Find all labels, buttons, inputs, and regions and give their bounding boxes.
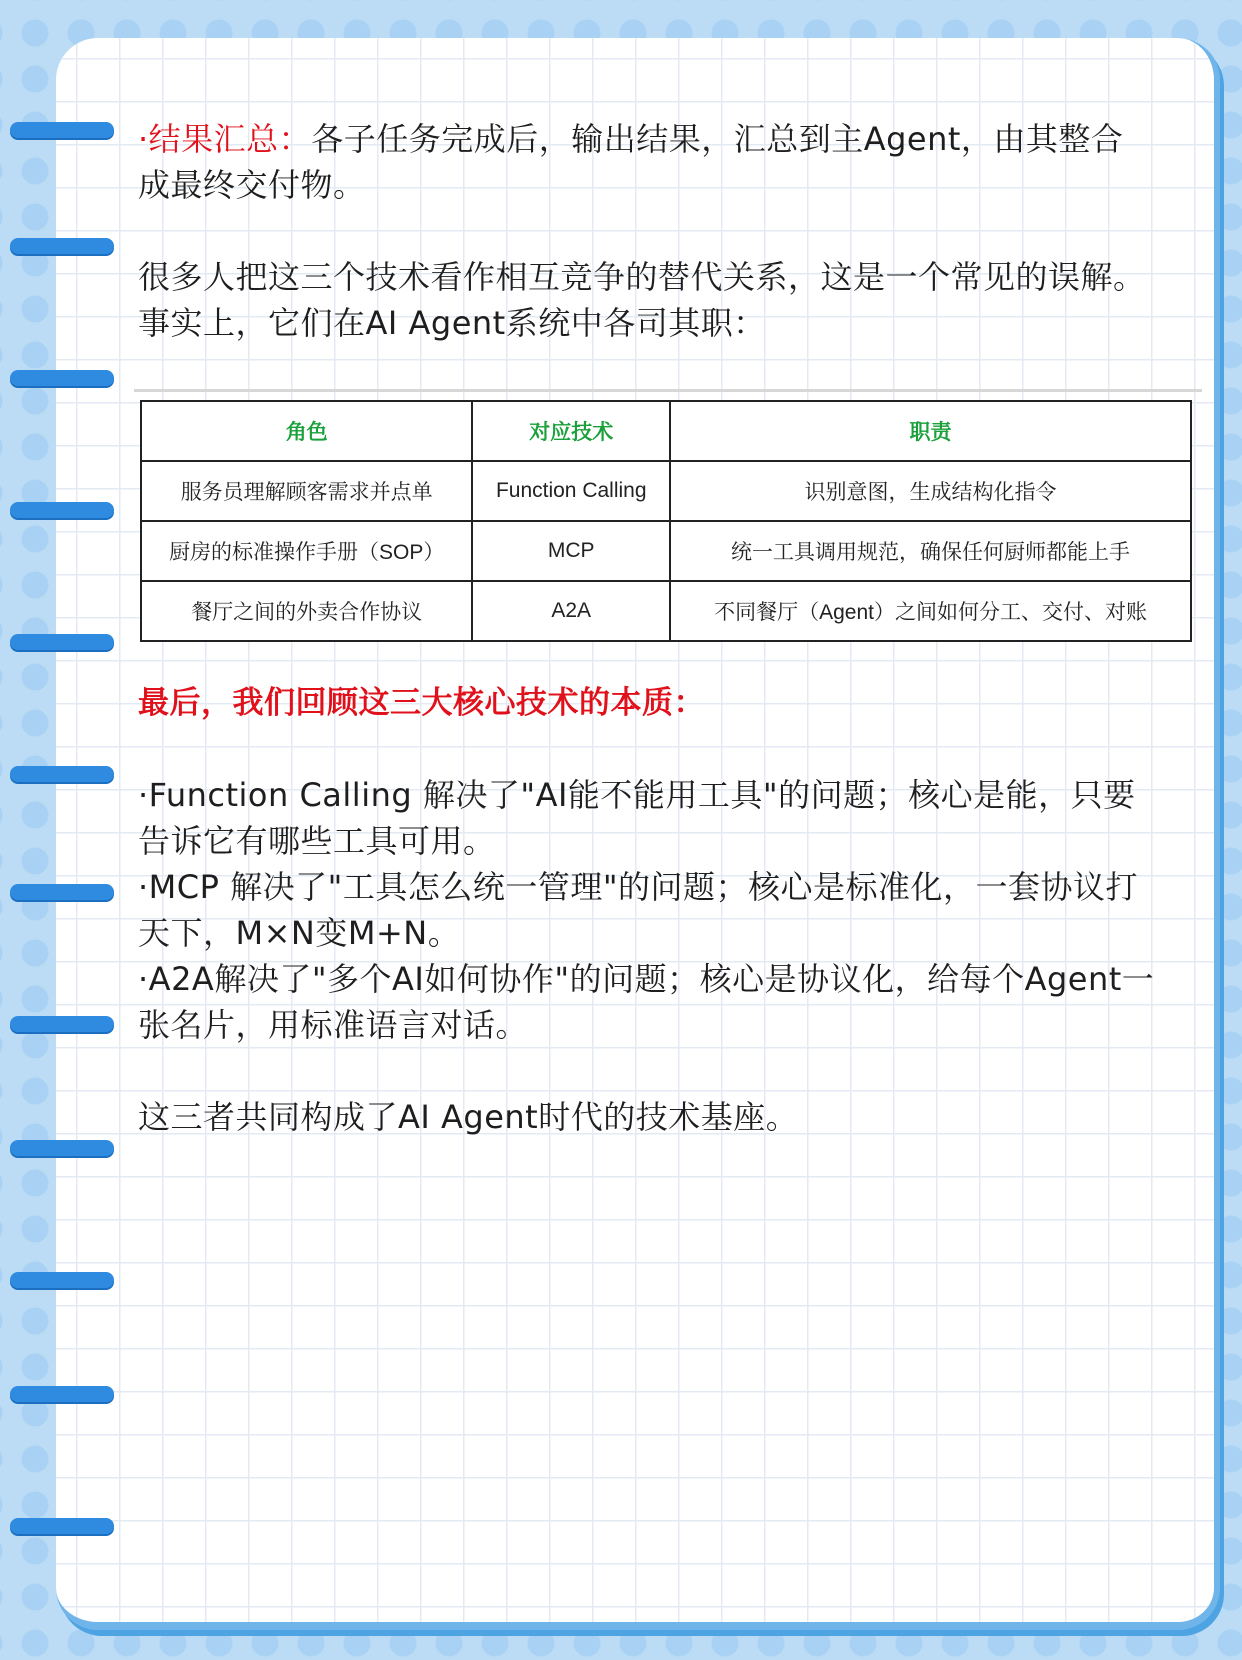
table-header-row — [141, 401, 1191, 461]
binder-ring — [10, 238, 114, 254]
table-row — [141, 461, 1191, 521]
table-cell: 识别意图，生成结构化指令 — [670, 461, 1191, 521]
table-cell: 厨房的标准操作手册（SOP） — [141, 521, 472, 581]
binder-ring — [10, 1016, 114, 1032]
result-summary-label: ·结果汇总： — [138, 120, 312, 158]
header-tech: 对应技术 — [472, 401, 670, 461]
table-cell: Function Calling — [472, 461, 670, 521]
closing-line: 这三者共同构成了AI Agent时代的技术基座。 — [138, 1098, 799, 1136]
table-row — [141, 581, 1191, 641]
binder-ring — [10, 766, 114, 782]
binder-ring — [10, 1518, 114, 1534]
fact-line: 事实上，它们在AI Agent系统中各司其职： — [138, 304, 766, 342]
bullet-function-calling-cont: 告诉它有哪些工具可用。 — [138, 822, 496, 860]
binder-ring — [10, 1140, 114, 1156]
roles-table — [140, 400, 1192, 642]
intro-text — [138, 116, 1206, 346]
binder-ring — [10, 634, 114, 650]
bullet-mcp-cont: 天下，M×N变M+N。 — [138, 914, 461, 952]
bullet-a2a: ·A2A解决了"多个AI如何协作"的问题；核心是协议化，给每个Agent一 — [138, 960, 1155, 998]
misconception-line: 很多人把这三个技术看作相互竞争的替代关系，这是一个常见的误解。 — [138, 258, 1146, 296]
bullet-a2a-cont: 张名片，用标准语言对话。 — [138, 1006, 529, 1044]
header-role: 角色 — [141, 401, 472, 461]
binder-ring — [10, 1272, 114, 1288]
binder-ring — [10, 884, 114, 900]
bullet-mcp: ·MCP 解决了"工具怎么统一管理"的问题；核心是标准化，一套协议打 — [138, 868, 1139, 906]
header-duty: 职责 — [670, 401, 1191, 461]
table-cell: A2A — [472, 581, 670, 641]
binder-ring — [10, 502, 114, 518]
table-cell: 统一工具调用规范，确保任何厨师都能上手 — [670, 521, 1191, 581]
divider — [134, 389, 1202, 392]
binder-ring — [10, 370, 114, 386]
binder-ring — [10, 1386, 114, 1402]
table-cell: 服务员理解顾客需求并点单 — [141, 461, 472, 521]
table-cell: 餐厅之间的外卖合作协议 — [141, 581, 472, 641]
bullet-function-calling: ·Function Calling 解决了"AI能不能用工具"的问题；核心是能，只要 — [138, 776, 1136, 814]
table-cell: 不同餐厅（Agent）之间如何分工、交付、对账 — [670, 581, 1191, 641]
summary-section — [138, 680, 1206, 1140]
table-cell: MCP — [472, 521, 670, 581]
summary-heading: 最后，我们回顾这三大核心技术的本质： — [138, 685, 705, 721]
binder-ring — [10, 122, 114, 138]
table-row — [141, 521, 1191, 581]
result-summary-line: ·结果汇总：各子任务完成后，输出结果，汇总到主Agent，由其整合 — [138, 120, 1124, 158]
result-summary-line-2: 成最终交付物。 — [138, 166, 366, 204]
